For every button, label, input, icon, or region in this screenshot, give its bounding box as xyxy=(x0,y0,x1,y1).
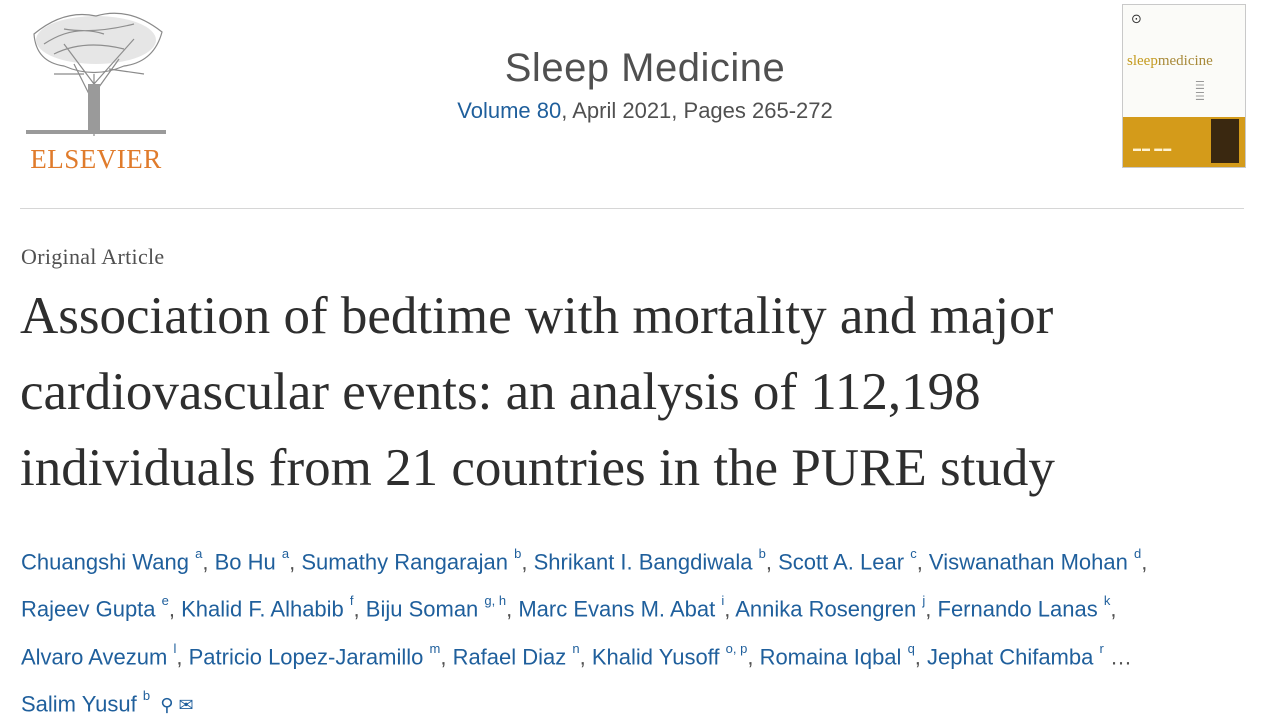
affiliation-mark[interactable]: b xyxy=(514,546,522,561)
author-name[interactable]: Viswanathan Mohan xyxy=(928,549,1128,575)
cover-title xyxy=(1127,53,1213,70)
cover-logo-icon: ⊙ xyxy=(1131,11,1142,26)
citation-details: , April 2021, Pages 265-272 xyxy=(561,98,833,123)
envelope-icon[interactable]: ✉ xyxy=(178,695,194,716)
article-title xyxy=(20,278,1260,506)
header-divider xyxy=(20,208,1244,209)
journal-cover-thumbnail[interactable] xyxy=(1122,4,1246,168)
affiliation-mark[interactable]: r xyxy=(1099,640,1104,656)
affiliation-mark[interactable]: l xyxy=(173,640,177,656)
affiliation-mark[interactable]: j xyxy=(922,593,926,609)
tree-emblem-icon xyxy=(24,4,168,138)
author-line: Chuangshi Wang $^a$, Bo Hu $^a$, Sumathy Rangarajan $^b$, Shrikant I. Bangdiwala $^b$, Scott A. Lear $^c$, Viswanathan Mohan $^d$, xyxy=(21,546,1148,575)
author-name[interactable]: Jephat Chifamba xyxy=(927,643,1094,669)
author-name[interactable]: Biju Soman xyxy=(365,596,479,622)
author-line: Rajeev Gupta $^e$, Khalid F. Alhabib $^f$, Biju Soman $^{g, h}$, Marc Evans M. Abat $^i$, Annika Rosengren $^j$, Fernando Lanas $^k$, xyxy=(21,593,1117,622)
cover-image xyxy=(1211,119,1239,163)
person-icon[interactable]: ⚲ xyxy=(160,695,174,716)
author-list xyxy=(21,536,1261,726)
author-name[interactable]: Chuangshi Wang xyxy=(21,549,189,575)
affiliation-mark[interactable]: b xyxy=(142,687,151,703)
article-type: Original Article xyxy=(21,244,165,269)
volume-link[interactable]: Volume 80 xyxy=(457,98,562,123)
author-name[interactable]: Shrikant I. Bangdiwala xyxy=(533,549,753,575)
publisher-name: ELSEVIER xyxy=(30,144,162,174)
author-name[interactable]: Fernando Lanas xyxy=(937,596,1098,622)
affiliation-mark[interactable]: m xyxy=(429,640,441,656)
author-name[interactable]: Annika Rosengren xyxy=(735,596,917,622)
author-name[interactable]: Sumathy Rangarajan xyxy=(301,549,508,575)
author-name[interactable]: Patricio Lopez-Jaramillo xyxy=(188,643,424,669)
title-line: cardiovascular events: an analysis of 112,198 xyxy=(20,363,981,421)
author-name[interactable]: Rafael Diaz xyxy=(452,643,567,669)
affiliation-mark[interactable]: o, p xyxy=(725,640,748,656)
author-name[interactable]: Marc Evans M. Abat xyxy=(518,596,716,622)
author-name[interactable]: Salim Yusuf xyxy=(21,691,137,717)
affiliation-mark[interactable]: d xyxy=(1134,546,1142,561)
affiliation-mark[interactable]: i xyxy=(721,593,725,609)
affiliation-mark[interactable]: a xyxy=(281,546,290,561)
affiliation-mark[interactable]: n xyxy=(572,640,580,656)
author-name[interactable]: Khalid Yusoff xyxy=(591,643,720,669)
affiliation-mark[interactable]: b xyxy=(758,546,766,561)
author-name[interactable]: Romaina Iqbal xyxy=(759,643,902,669)
author-line: Alvaro Avezum $^l$, Patricio Lopez-Jaramillo $^m$, Rafael Diaz $^n$, Khalid Yusoff $^{o, p}$, Romaina Iqbal $^q$, Jephat Chifamba $^r$ … xyxy=(21,640,1132,669)
article-header xyxy=(0,0,1288,208)
author-name[interactable]: Alvaro Avezum xyxy=(21,643,168,669)
author-name[interactable]: Scott A. Lear xyxy=(778,549,905,575)
author-name[interactable]: Rajeev Gupta xyxy=(21,596,156,622)
journal-title[interactable]: Sleep Medicine xyxy=(504,46,786,90)
citation xyxy=(380,98,910,124)
affiliation-mark[interactable]: f xyxy=(349,593,354,609)
cover-title-bold: sleep xyxy=(1127,53,1158,69)
author-line xyxy=(21,678,1261,726)
author-name[interactable]: Bo Hu xyxy=(214,549,276,575)
affiliation-mark[interactable]: g, h xyxy=(484,593,507,609)
author-name[interactable]: Khalid F. Alhabib xyxy=(181,596,344,622)
cover-decoration-icon: ☰ ☰ xyxy=(1195,80,1205,103)
title-line: Association of bedtime with mortality and major xyxy=(20,287,1054,345)
affiliation-mark[interactable]: e xyxy=(161,593,169,609)
cover-band-text-icon: ▬▬ ▬▬ xyxy=(1133,144,1173,153)
elsevier-logo[interactable] xyxy=(20,4,172,176)
title-line: individuals from 21 countries in the PURE study xyxy=(20,439,1055,497)
more-authors-ellipsis[interactable]: … xyxy=(1109,643,1132,669)
journal-info xyxy=(380,40,910,124)
affiliation-mark[interactable]: a xyxy=(195,546,203,561)
affiliation-mark[interactable]: k xyxy=(1103,593,1111,609)
cover-title-rest: medicine xyxy=(1157,53,1213,69)
affiliation-mark[interactable]: c xyxy=(910,546,917,561)
affiliation-mark[interactable]: q xyxy=(907,640,915,656)
